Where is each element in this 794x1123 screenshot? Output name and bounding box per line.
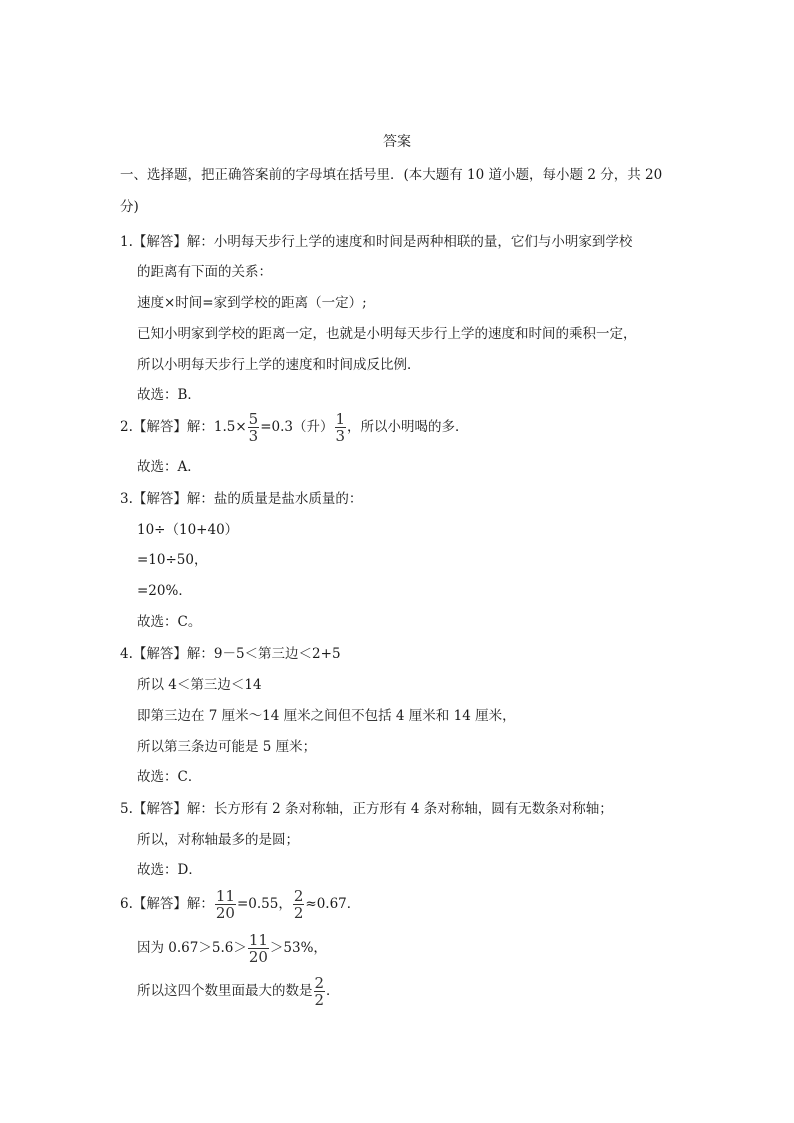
q2-fraction-2-num: 1 xyxy=(335,410,346,428)
q4-line-2: 所以 4＜第三边＜14 xyxy=(137,677,262,693)
q1-line-1: 1.【解答】解：小明每天步行上学的速度和时间是两种相联的量，它们与小明家到学校 xyxy=(120,234,633,250)
q2-text-pre: 2.【解答】解：1.5× xyxy=(120,419,247,435)
q3-line-1: 3.【解答】解：盐的质量是盐水质量的： xyxy=(120,491,363,507)
q5-line-1: 5.【解答】解：长方形有 2 条对称轴，正方形有 4 条对称轴，圆有无数条对称轴； xyxy=(120,801,613,817)
q2-text-mid: =0.3（升） xyxy=(260,419,334,435)
q6-fraction-3 xyxy=(248,932,269,965)
q1-line-5: 所以小明每天步行上学的速度和时间成反比例． xyxy=(137,357,421,373)
q2-fraction-2 xyxy=(335,411,347,444)
q2-fraction-1-den: 3 xyxy=(248,427,259,445)
q2-fraction-2-den: 3 xyxy=(335,427,346,445)
q1-line-3: 速度×时间=家到学校的距离（一定）; xyxy=(137,295,367,311)
q4-line-3: 即第三边在 7 厘米～14 厘米之间但不包括 4 厘米和 14 厘米， xyxy=(137,708,516,724)
q3-line-4: =20%． xyxy=(137,583,192,599)
q5-line-2: 所以，对称轴最多的是圆； xyxy=(137,832,299,848)
q2-fraction-1 xyxy=(248,411,260,444)
q1-answer: 故选：B． xyxy=(137,387,201,403)
q6-line-3 xyxy=(137,974,340,1008)
q6-fraction-2 xyxy=(293,888,305,921)
q2-answer: 故选：A． xyxy=(137,459,201,475)
q1-line-2: 的距离有下面的关系： xyxy=(137,264,272,280)
q6-l3-pre: 所以这四个数里面最大的数是 xyxy=(137,983,313,999)
q6-fraction-4 xyxy=(314,975,326,1008)
q6-fraction-1-num: 11 xyxy=(215,887,235,905)
q6-text-post: ≈0.67． xyxy=(305,896,361,912)
q6-l3-post: ． xyxy=(326,983,340,999)
q6-line-2 xyxy=(137,931,327,965)
q6-line-1 xyxy=(120,887,360,921)
q6-fraction-2-den: 2 xyxy=(293,904,304,922)
q5-answer: 故选：D． xyxy=(137,862,202,878)
section-heading: 一、选择题，把正确答案前的字母填在括号里．(本大题有 10 道小题，每小题 2 分，共 20 xyxy=(120,167,663,183)
q6-fraction-3-num: 11 xyxy=(248,931,268,949)
q6-l2-post: ＞53%， xyxy=(269,940,327,956)
q4-line-1: 4.【解答】解：9－5＜第三边＜2+5 xyxy=(120,646,341,662)
q6-fraction-4-num: 2 xyxy=(314,974,325,992)
q6-text-mid: =0.55， xyxy=(236,896,292,912)
q6-text-pre: 6.【解答】解： xyxy=(120,896,214,912)
q6-fraction-4-den: 2 xyxy=(314,991,325,1009)
section-heading-cont: 分) xyxy=(120,199,139,215)
q6-fraction-3-den: 20 xyxy=(248,948,268,966)
q3-line-3: =10÷50， xyxy=(137,552,208,568)
q2-line-1 xyxy=(120,410,469,444)
q4-answer: 故选：C． xyxy=(137,769,202,785)
q4-line-4: 所以第三条边可能是 5 厘米； xyxy=(137,739,317,755)
q6-l2-pre: 因为 0.67＞5.6＞ xyxy=(137,940,247,956)
page-title: 答案 xyxy=(383,134,411,150)
q6-fraction-1 xyxy=(215,888,236,921)
q2-fraction-1-num: 5 xyxy=(248,410,259,428)
q3-line-2: 10÷（10+40） xyxy=(137,522,239,538)
q2-text-post: ，所以小明喝的多． xyxy=(347,419,469,435)
q6-fraction-2-num: 2 xyxy=(293,887,304,905)
q1-line-4: 已知小明家到学校的距离一定，也就是小明每天步行上学的速度和时间的乘积一定， xyxy=(137,326,637,342)
q3-answer: 故选：C。 xyxy=(137,614,202,630)
q6-fraction-1-den: 20 xyxy=(215,904,235,922)
